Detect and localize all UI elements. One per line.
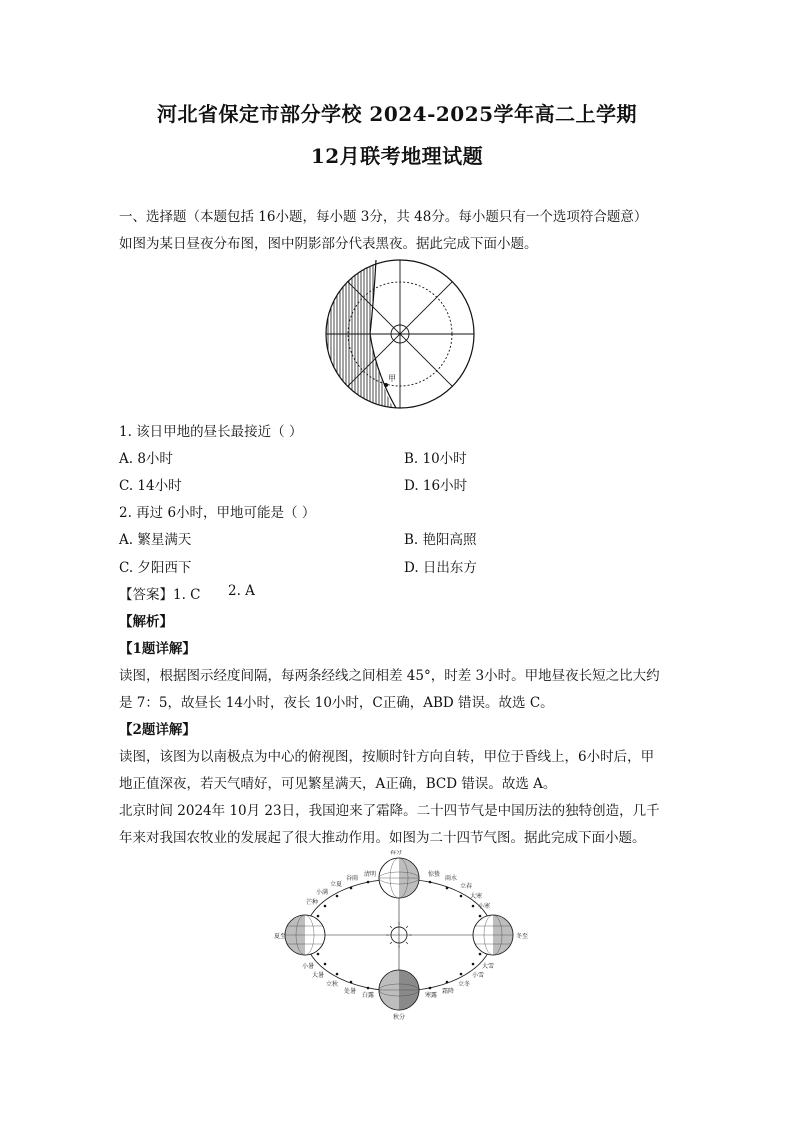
q2-option-b[interactable]: B. 艳阳高照 [404, 532, 477, 548]
term-chunfen: 春分 [390, 850, 403, 856]
section-heading: 一、选择题（本题包括 16小题，每小题 3分，共 48分。每小题只有一个选项符合题意） [119, 209, 648, 225]
term-daxue: 大雪 [482, 963, 495, 970]
q1-option-d[interactable]: D. 16小时 [404, 478, 468, 494]
term-hanlu: 寒露 [425, 992, 438, 999]
q1-option-a[interactable]: A. 8小时 [119, 451, 173, 467]
document-title-line2: 12月联考地理试题 [310, 144, 484, 168]
day-night-diagram [324, 258, 476, 410]
term-xiazhi: 夏至 [274, 933, 287, 940]
term-dongzhi: 冬至 [516, 933, 529, 940]
q1-option-c[interactable]: C. 14小时 [119, 478, 182, 494]
intro2-line1: 北京时间 2024年 10月 23日，我国迎来了霜降。二十四节气是中国历法的独特创造，几千 [119, 803, 660, 819]
term-mangzhong: 芒种 [306, 899, 319, 906]
term-dahan: 大寒 [470, 893, 483, 900]
globe-dongzhi [473, 913, 515, 957]
q1-stem: 1. 该日甲地的昼长最接近（ ） [119, 424, 303, 440]
q2-stem: 2. 再过 6小时，甲地可能是（ ） [119, 505, 316, 521]
answer-second: 2. A [228, 583, 255, 599]
q2-option-d[interactable]: D. 日出东方 [404, 560, 477, 576]
term-shuangjiang: 霜降 [442, 988, 455, 995]
q2-option-c[interactable]: C. 夕阳西下 [119, 560, 192, 576]
term-qingming: 清明 [364, 871, 377, 878]
term-lixia: 立夏 [330, 881, 343, 888]
detail-2-heading: 【2题详解】 [119, 722, 196, 738]
term-liqiu: 立秋 [326, 981, 339, 988]
q1-option-b[interactable]: B. 10小时 [404, 451, 467, 467]
globe-chunfen [379, 856, 421, 900]
term-xiaohan: 小寒 [478, 903, 491, 910]
detail-1-heading: 【1题详解】 [119, 641, 196, 657]
intro2-line2: 年来对我国农牧业的发展起了很大推动作用。如图为二十四节气图。据此完成下面小题。 [119, 830, 646, 846]
term-guyu: 谷雨 [346, 875, 359, 882]
meridian-lines [326, 260, 474, 408]
term-yushui: 雨水 [445, 875, 458, 882]
answer-label: 【答案】1. C [119, 587, 201, 603]
analysis-heading: 【解析】 [119, 614, 173, 630]
term-xiaoman: 小满 [316, 889, 329, 896]
document-title-line1: 河北省保定市部分学校 2024-2025学年高二上学期 [156, 102, 638, 126]
term-xiaoshu: 小暑 [302, 963, 315, 970]
detail-2-line2: 地正值深夜，若天气晴好，可见繁星满天，A正确，BCD 错误。故选 A。 [119, 776, 557, 792]
globe-qiufen [377, 968, 421, 1012]
globe-xiazhi [283, 913, 325, 957]
detail-1-line2: 是 7：5，故昼长 14小时，夜长 10小时，C正确，ABD 错误。故选 C。 [119, 695, 554, 711]
term-lidong: 立冬 [458, 981, 471, 988]
term-xiaoxue: 小雪 [472, 972, 485, 979]
point-jia-label: 甲 [388, 374, 396, 383]
point-jia-marker [384, 383, 388, 387]
q2-option-a[interactable]: A. 繁星满天 [119, 532, 192, 548]
term-bailu: 白露 [362, 992, 375, 999]
term-dashu: 大暑 [312, 972, 325, 979]
detail-2-line1: 读图，该图为以南极点为中心的俯视图，按顺时针方向自转，甲位于昏线上，6小时后，甲 [119, 749, 655, 765]
term-chushu: 处暑 [344, 988, 357, 995]
term-jingzhe: 惊蛰 [428, 871, 441, 878]
term-qiufen: 秋分 [393, 1014, 406, 1020]
question-intro-1: 如图为某日昼夜分布图，图中阴影部分代表黑夜。据此完成下面小题。 [119, 236, 538, 252]
detail-1-line1: 读图，根据图示经度间隔，每两条经线之间相差 45°，时差 3小时。甲地昼夜长短之比大约 [119, 668, 660, 684]
term-lichun: 立春 [460, 883, 473, 890]
solar-terms-diagram [272, 850, 532, 1020]
